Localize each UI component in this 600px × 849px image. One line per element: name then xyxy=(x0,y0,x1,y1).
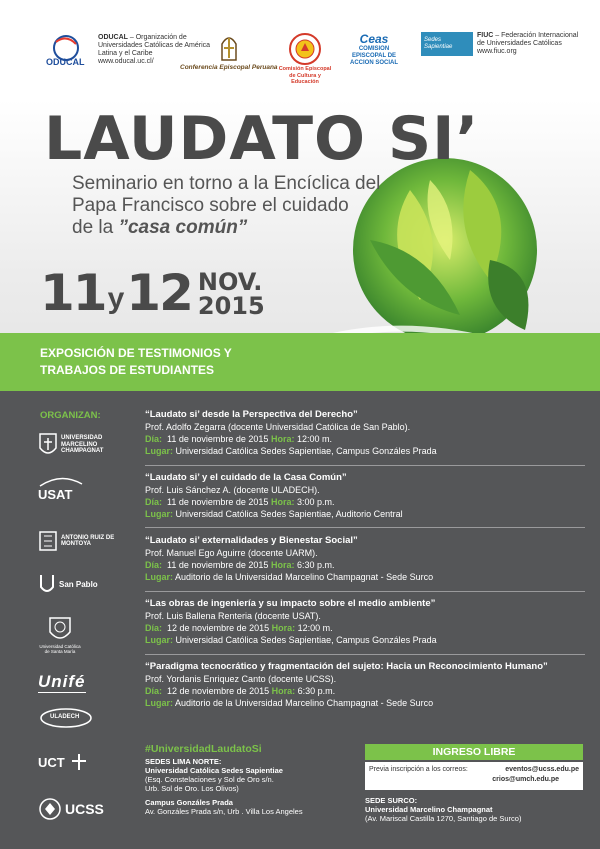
uarm-name: ANTONIO RUIZ DE MONTOYA xyxy=(61,534,115,547)
ucsp-u-icon xyxy=(38,573,56,595)
event-title: “Laudato si’ desde la Perspectiva del Derecho” xyxy=(145,409,358,420)
divider xyxy=(145,654,585,655)
cep-name: Conferencia Episcopal Peruana xyxy=(180,64,278,71)
logo-unife xyxy=(38,672,86,693)
dia-label: Día: xyxy=(145,434,163,444)
event-title: “Paradigma tecnocrático y fragmentación del sujeto: Hacia un Reconocimiento Humano” xyxy=(145,661,548,672)
dia-label: Día: xyxy=(145,686,163,696)
campus-address: Av. Gonzáles Prada s/n, Urb . Villa Los Angeles xyxy=(145,807,303,816)
logo-uladech xyxy=(38,707,94,729)
event-date: 11 de noviembre de 2015 xyxy=(167,434,269,444)
email-crios[interactable]: crios@umch.edu.pe xyxy=(492,776,559,783)
ucss-address-1: (Esq. Constelaciones y Sol de Oro s/n. xyxy=(145,775,274,784)
mitre-icon xyxy=(214,32,244,62)
lugar-label: Lugar: xyxy=(145,572,173,582)
lugar-label: Lugar: xyxy=(145,635,173,645)
umch-name: UNIVERSIDAD MARCELINO CHAMPAGNAT xyxy=(61,435,104,455)
fiuc-text xyxy=(477,32,587,56)
logo-ucsm xyxy=(38,614,82,654)
day-1: 11 xyxy=(40,264,106,322)
registration-label: Previa inscripción a los correos: xyxy=(369,766,468,773)
subtitle xyxy=(72,173,412,239)
logo-ucss xyxy=(38,797,104,821)
email-eventos[interactable]: eventos@ucss.edu.pe xyxy=(505,766,579,773)
fiuc-logo: Sedes Sapientiae xyxy=(421,32,473,56)
lugar-label: Lugar: xyxy=(145,698,173,708)
event-place: Auditorio de la Universidad Marcelino Champagnat - Sede Surco xyxy=(175,572,434,582)
event-time: 12:00 m. xyxy=(297,434,333,444)
fiuc-url: www.fiuc.org xyxy=(477,48,517,55)
event-time: 12:00 m. xyxy=(297,623,333,633)
sedes-lima-norte-heading: SEDES LIMA NORTE: xyxy=(145,757,222,766)
event-speaker: Prof. Yordanis Enriquez Canto (docente UCSS). xyxy=(145,674,337,684)
subtitle-highlight: ”casa común” xyxy=(118,217,248,238)
hora-label: Hora: xyxy=(270,434,295,444)
logo-uct xyxy=(38,752,89,772)
page-title: LAUDATO SI’ xyxy=(44,104,480,174)
divider xyxy=(145,465,585,466)
uladech-name: ULADECH xyxy=(50,714,80,720)
umch-address: (Av. Mariscal Castilla 1270, Santiago de Surco) xyxy=(365,814,522,823)
divider xyxy=(145,591,585,592)
logo-uarm xyxy=(38,530,121,552)
sponsor-cece xyxy=(276,32,334,86)
sponsor-fiuc xyxy=(421,32,587,56)
event-place: Universidad Católica Sedes Sapientiae, Auditorio Central xyxy=(175,509,403,519)
dia-label: Día: xyxy=(145,560,163,570)
event-time: 6:30 p.m. xyxy=(297,560,335,570)
fiuc-desc: – Federación Internacional de Universidades Católicas xyxy=(477,32,579,47)
organizan-heading: ORGANIZAN: xyxy=(40,410,101,421)
subtitle-line-1: Seminario en torno a la Encíclica del xyxy=(72,173,381,194)
ucss-name: UCSS xyxy=(65,801,104,817)
registration-box xyxy=(365,762,583,790)
event-title: “Laudato si’ y el cuidado de la Casa Común” xyxy=(145,472,347,483)
usat-name: USAT xyxy=(38,487,73,502)
year: 2015 xyxy=(197,292,265,320)
month: NOV. xyxy=(197,268,263,296)
subtitle-line-2: Papa Francisco sobre el cuidado xyxy=(72,195,349,216)
event-place: Universidad Católica Sedes Sapientiae, Campus Gonzáles Prada xyxy=(175,635,437,645)
hora-label: Hora: xyxy=(270,560,295,570)
hora-label: Hora: xyxy=(271,623,296,633)
day-connector: y xyxy=(107,282,125,315)
hora-label: Hora: xyxy=(270,497,295,507)
uct-name: UCT xyxy=(38,754,65,770)
sponsor-cep xyxy=(180,32,278,72)
ucss-venue: Universidad Católica Sedes Sapientiae xyxy=(145,766,283,775)
ucsm-crest-icon xyxy=(45,614,75,644)
sede-surco xyxy=(365,796,595,823)
cece-seal-icon xyxy=(288,32,322,66)
uarm-crest-icon xyxy=(38,530,58,552)
sedes-lima-norte xyxy=(145,757,355,816)
oducal-desc: – Organización de Universidades Católicas de América Latina y el Caribe xyxy=(98,34,211,57)
event-speaker: Prof. Luis Sánchez A. (docente ULADECH). xyxy=(145,485,320,495)
event-date: 11 de noviembre de 2015 xyxy=(167,497,269,507)
lugar-label: Lugar: xyxy=(145,509,173,519)
umch-shield-icon xyxy=(38,432,58,458)
ceas-name: COMISION EPISCOPAL DE ACCION SOCIAL xyxy=(350,46,398,66)
logo-ucsp xyxy=(38,573,98,595)
umch-venue: Universidad Marcelino Champagnat xyxy=(365,805,493,814)
sponsor-ceas xyxy=(344,32,404,67)
ucsm-name: Universidad Católica de Santa María xyxy=(39,644,81,654)
lugar-label: Lugar: xyxy=(145,446,173,456)
hashtag: #UniversidadLaudatoSi xyxy=(145,743,262,755)
exposicion-banner xyxy=(0,333,600,391)
event-4 xyxy=(145,598,585,646)
fiuc-name: FIUC xyxy=(477,32,494,39)
sede-surco-heading: SEDE SURCO: xyxy=(365,796,418,805)
divider xyxy=(145,527,585,528)
event-date: 12 de noviembre de 2015 xyxy=(167,623,270,633)
event-2 xyxy=(145,472,585,520)
uct-cross-icon xyxy=(69,752,89,772)
month-year xyxy=(198,270,265,318)
event-1 xyxy=(145,409,585,457)
ucsp-name: San Pablo xyxy=(59,579,98,589)
exposicion-text: EXPOSICIÓN DE TESTIMONIOS Y TRABAJOS DE ESTUDIANTES xyxy=(40,346,232,377)
ucss-seal-icon xyxy=(38,797,62,821)
dia-label: Día: xyxy=(145,623,163,633)
event-dates xyxy=(40,264,265,322)
event-time: 6:30 p.m. xyxy=(297,686,336,696)
hora-label: Hora: xyxy=(271,686,296,696)
event-speaker: Prof. Manuel Ego Aguirre (docente UARM). xyxy=(145,548,318,558)
event-title: “Las obras de ingeniería y su impacto sobre el medio ambiente” xyxy=(145,598,436,609)
subtitle-line-3a: de la xyxy=(72,217,119,238)
logo-umch xyxy=(38,432,131,458)
event-place: Universidad Católica Sedes Sapientiae, Campus Gonzáles Prada xyxy=(175,446,437,456)
oducal-name: ODUCAL xyxy=(98,34,128,41)
oducal-logo-text: ODUCAL xyxy=(46,57,85,67)
event-place: Auditorio de la Universidad Marcelino Champagnat - Sede Surco xyxy=(175,698,434,708)
logo-usat xyxy=(38,476,84,501)
event-date: 12 de noviembre de 2015 xyxy=(167,686,270,696)
event-date: 11 de noviembre de 2015 xyxy=(167,560,269,570)
event-5 xyxy=(145,661,585,709)
dia-label: Día: xyxy=(145,497,163,507)
unife-name: Unifé xyxy=(38,672,86,691)
oducal-logo xyxy=(42,32,94,68)
event-3 xyxy=(145,535,585,583)
event-speaker: Prof. Adolfo Zegarra (docente Universidad Católica de San Pablo). xyxy=(145,422,411,432)
event-title: “Laudato si’ externalidades y Bienestar Social” xyxy=(145,535,358,546)
day-2: 12 xyxy=(126,264,192,322)
ingreso-libre-badge: INGRESO LIBRE xyxy=(365,744,583,760)
cece-name: Comisión Episcopal de Cultura y Educación xyxy=(278,66,332,85)
event-time: 3:00 p.m. xyxy=(297,497,335,507)
oducal-url: www.oducal.uc.cl/ xyxy=(98,58,154,65)
campus-name: Campus Gonzáles Prada xyxy=(145,798,233,807)
ceas-logo: Ceas xyxy=(359,32,389,46)
ucss-address-2: Urb. Sol de Oro. Los Olivos) xyxy=(145,784,239,793)
event-speaker: Prof. Luis Ballena Renteria (docente USAT). xyxy=(145,611,321,621)
